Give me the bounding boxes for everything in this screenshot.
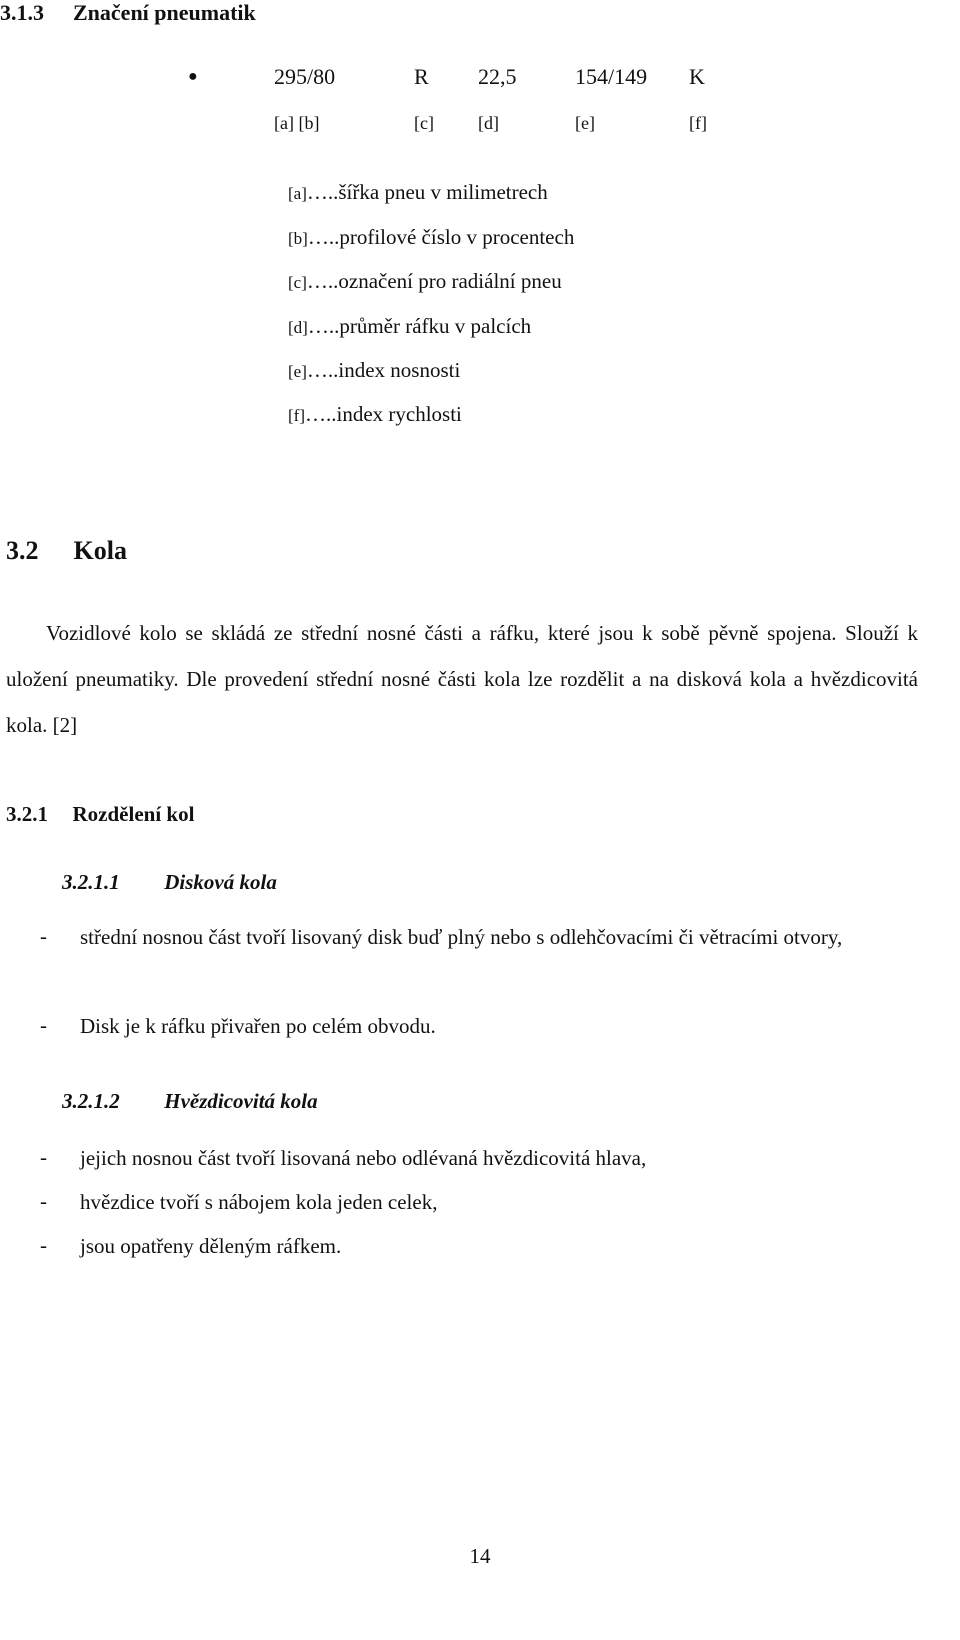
list-item: Disk je k ráfku přivařen po celém obvodu. [80, 1014, 436, 1038]
spec-key-ab: [a] [b] [274, 113, 320, 133]
section-title: Rozdělení kol [72, 802, 195, 826]
legend-item: [a]…..šířka pneu v milimetrech [288, 180, 548, 204]
section-heading-3-2-1-2 [62, 1089, 318, 1114]
spec-key-c: [c] [414, 113, 434, 133]
section-title: Značení pneumatik [73, 0, 256, 25]
list-item: jsou opatřeny děleným ráfkem. [80, 1234, 342, 1258]
spec-value-construction: R [414, 64, 429, 89]
paragraph-kola: Vozidlové kolo se skládá ze střední nosné části a ráfku, které jsou k sobě pěvně spojena. Slouží k uložení pneumatiky. Dle provedení střední nosné části kola lze rozdělit a na disková kola a hvězdicovitá kola. [2] [6, 621, 918, 737]
section-number: 3.2 [6, 536, 39, 565]
list-dash: - [40, 924, 47, 948]
spec-value-size: 295/80 [274, 64, 336, 89]
section-number: 3.1.3 [0, 0, 44, 25]
list-item: hvězdice tvoří s nábojem kola jeden celek, [80, 1190, 438, 1214]
legend-item: [e]…..index nosnosti [288, 358, 461, 382]
section-title: Kola [73, 536, 127, 565]
legend-item: [d]…..průměr ráfku v palcích [288, 314, 532, 338]
page-number: 14 [469, 1544, 491, 1568]
legend-item: [f]…..index rychlosti [288, 402, 462, 426]
spec-key-d: [d] [478, 113, 499, 133]
list-dash: - [40, 1233, 47, 1257]
spec-value-speed: K [689, 64, 705, 89]
list-dash: - [40, 1145, 47, 1169]
spec-value-load: 154/149 [575, 64, 648, 89]
section-number: 3.2.1.2 [62, 1089, 120, 1113]
list-dash: - [40, 1189, 47, 1213]
list-item: jejich nosnou část tvoří lisovaná nebo odlévaná hvězdicovitá hlava, [80, 1146, 647, 1170]
legend-item: [b]…..profilové číslo v procentech [288, 225, 575, 249]
section-heading-3-1-3 [0, 0, 256, 26]
section-heading-3-2-1-1 [62, 870, 277, 895]
section-heading-3-2-1 [6, 802, 194, 827]
list-dash: - [40, 1013, 47, 1037]
section-title: Hvězdicovitá kola [164, 1089, 318, 1113]
spec-key-e: [e] [575, 113, 595, 133]
section-heading-3-2 [6, 536, 127, 566]
spec-value-rim: 22,5 [478, 64, 517, 89]
spec-key-f: [f] [689, 113, 707, 133]
section-title: Disková kola [164, 870, 277, 894]
list-item: střední nosnou část tvoří lisovaný disk buď plný nebo s odlehčovacími či větracími otvory, [80, 925, 843, 949]
section-number: 3.2.1 [6, 802, 48, 826]
section-number: 3.2.1.1 [62, 870, 120, 894]
bullet-dot-icon: ● [188, 68, 198, 85]
legend-item: [c]…..označení pro radiální pneu [288, 269, 562, 293]
